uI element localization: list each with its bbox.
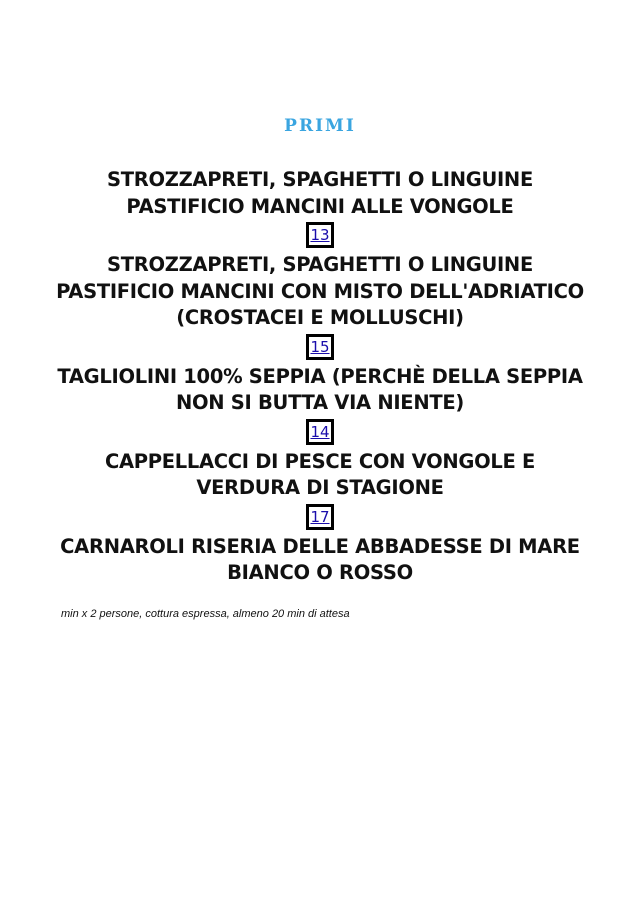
dish-name: TAGLIOLINI 100% SEPPIA (PERCHÈ DELLA SEPPIA NON SI BUTTA VIA NIENTE) xyxy=(57,364,583,414)
price-link[interactable]: 14 xyxy=(306,419,333,445)
price-wrapper xyxy=(56,334,584,360)
dish-name: STROZZAPRETI, SPAGHETTI O LINGUINE PASTIFICIO MANCINI CON MISTO DELL'ADRIATICO (CROSTACEI E MOLLUSCHI) xyxy=(56,253,584,329)
price-link[interactable]: 15 xyxy=(306,334,333,360)
menu-item xyxy=(56,167,584,248)
price-link[interactable]: 13 xyxy=(306,222,333,248)
price-wrapper xyxy=(56,419,584,445)
dish-name: CAPPELLACCI DI PESCE CON VONGOLE E VERDURA DI STAGIONE xyxy=(104,449,536,499)
dish-name: STROZZAPRETI, SPAGHETTI O LINGUINE PASTIFICIO MANCINI ALLE VONGOLE xyxy=(107,168,533,218)
menu-item xyxy=(56,449,584,530)
dish-name: CARNAROLI RISERIA DELLE ABBADESSE DI MARE BIANCO O ROSSO xyxy=(60,534,580,584)
menu-list xyxy=(56,167,584,587)
price-wrapper xyxy=(56,504,584,530)
dish-note: min x 2 persone, cottura espressa, almeno 20 min di attesa xyxy=(61,608,350,620)
menu-item xyxy=(56,534,584,587)
menu-item xyxy=(56,364,584,445)
price-wrapper xyxy=(56,222,584,248)
menu-item xyxy=(56,252,584,360)
price-link[interactable]: 17 xyxy=(306,504,333,530)
section-title: PRIMI xyxy=(284,116,356,136)
